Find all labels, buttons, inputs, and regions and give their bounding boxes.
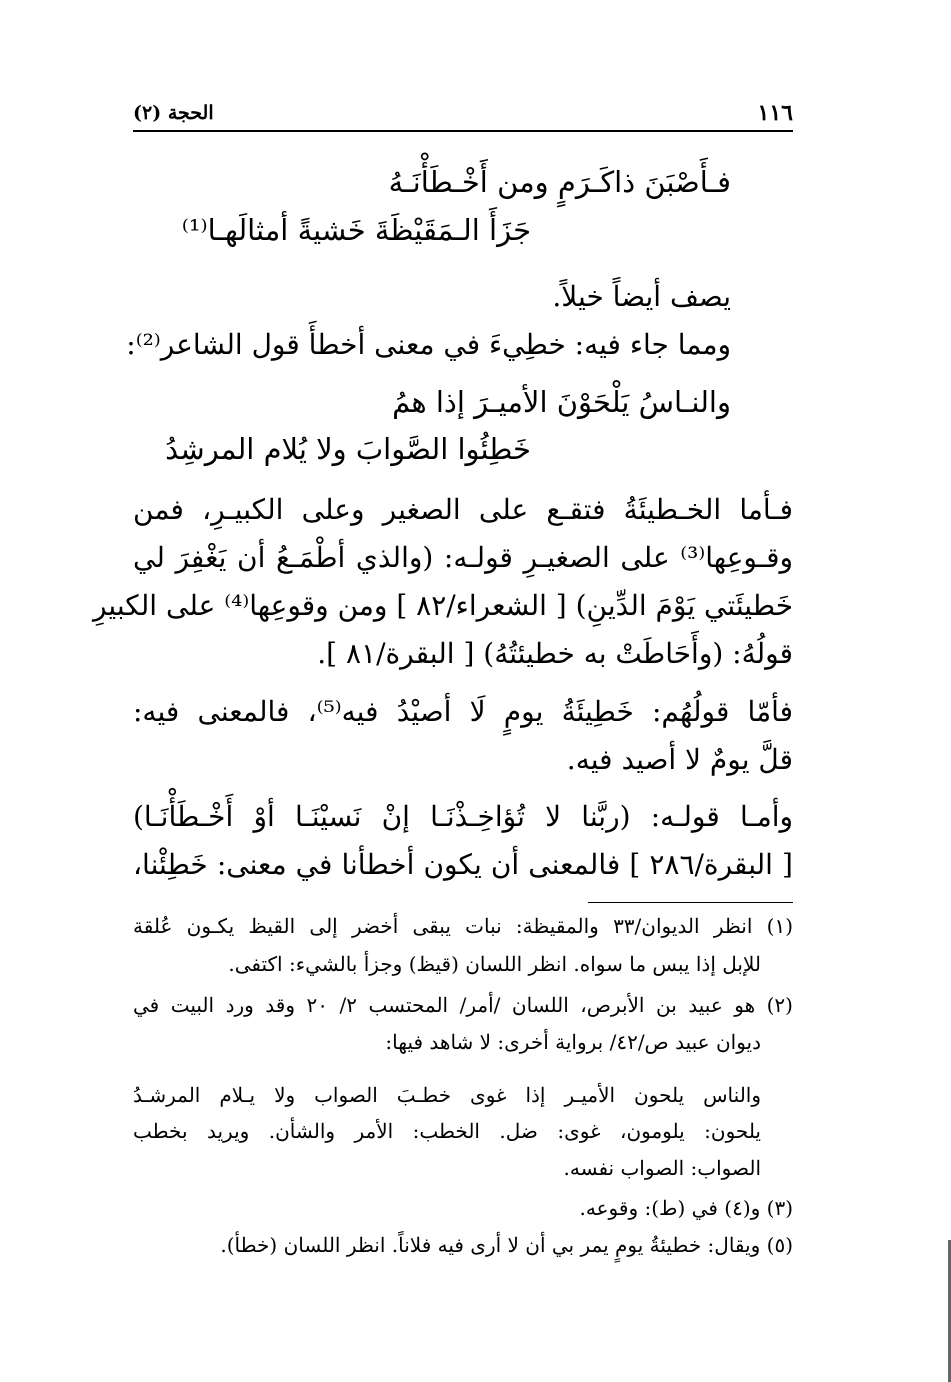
paragraph-verse-line: وأمـا قولـه: (ربَّنا لا تُؤاخِـذْنَـا إنْ نَسيْنَـا أوْ أَخْـطَأْنَـا)	[133, 800, 793, 833]
verse1-line2: جَزَأَ الـمَقَيْظَةَ خَشيةً أمثالَهـا⁽¹⁾	[181, 213, 531, 247]
footnote-1-line: (١) انظر الديوان/٣٣ والمقيظة: نبات يبقى أخضر إلى القيظ يكـون عُلقة	[133, 914, 793, 938]
page-header	[133, 96, 793, 128]
paragraph-khatia-line: وقـوعِها⁽³⁾ على الصغيـرِ قولـه: (والذي أطْمَـعُ أن يَغْفِرَ لي	[133, 541, 793, 574]
footnote-2-line: (٢) هو عبيد بن الأبرص، اللسان /أمر/ المحتسب ٢/ ٢٠ وقد ورد البيت في	[133, 993, 793, 1017]
footnote-2-gloss: الصواب: الصواب نفسه.	[563, 1156, 761, 1180]
verse1-line1: فـأَصْبَنَ ذاكَـرَمٍ ومن أَخْـطَأْنَـهُ	[388, 165, 731, 199]
footnote-2-verse: والناس يلحون الأميـر إذا غوى خطـبَ الصواب ولا يـلام المرشـدُ	[133, 1083, 761, 1107]
paragraph-khatia-line: فـأما الخـطيئَةُ فتقـع على الصغير وعلى الكبيـرِ، فمن	[133, 493, 793, 526]
running-title: الحجة (٢)	[133, 102, 214, 124]
footnote-3-4: (٣) و(٤) في (ط): وقوعه.	[579, 1196, 793, 1220]
paragraph-saying-line: قلَّ يومٌ لا أصيد فيه.	[566, 743, 793, 776]
footnote-2-line: ديوان عبيد ص/٤٢/ برواية أخرى: لا شاهد فيها:	[385, 1030, 761, 1054]
paragraph-khatia-line: قولُهُ: (وأَحَاطَتْ به خطيئتُهُ) [ البقرة/٨١ ].	[317, 637, 793, 670]
body-line-poet-intro: ومما جاء فيه: خطِيءَ في معنى أخطأَ قول الشاعر⁽²⁾:	[126, 328, 731, 361]
footnote-1-line: للإبل إذا يبس ما سواه. انظر اللسان (قيظ) وجزأ بالشيء: اكتفى.	[228, 952, 761, 976]
page-number: ١١٦	[757, 100, 793, 126]
header-rule	[133, 130, 793, 132]
verse2-line1: والنـاسُ يَلْحَوْنَ الأميـرَ إذا همُ	[392, 385, 731, 419]
verse2-line2: خَطِئُوا الصَّوابَ ولا يُلام المرشِدُ	[165, 432, 531, 466]
paragraph-verse-line: [ البقرة/٢٨٦ ] فالمعنى أن يكون أخطأنا في معنى: خَطِئْنا،	[133, 848, 793, 881]
footnote-separator	[588, 902, 793, 903]
footnote-5: (٥) ويقال: خطيئةُ يومٍ يمر بي أن لا أرى فيه فلاناً. انظر اللسان (خطأ).	[220, 1233, 793, 1257]
paragraph-saying-line: فأمّا قولُهُم: خَطِيئَةُ يومٍ لَا أصيْدُ فيه⁽⁵⁾، فالمعنى فيه:	[133, 695, 793, 728]
body-line-describing-horses: يصف أيضاً خيلاً.	[552, 280, 731, 313]
paragraph-khatia-line: خَطيئَتي يَوْمَ الدِّينِ) [ الشعراء/٨٢ ] ومن وقوعِها⁽⁴⁾ على الكبيرِ	[92, 589, 793, 622]
footnote-2-gloss: يلحون: يلومون، غوى: ضل. الخطب: الأمر والشأن. ويريد بخطب	[133, 1119, 761, 1143]
